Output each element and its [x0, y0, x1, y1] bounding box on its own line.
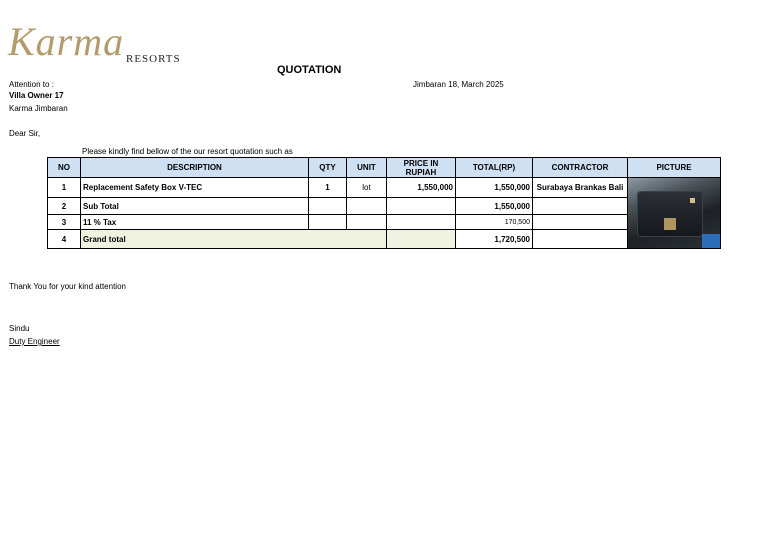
table-header-row	[48, 158, 721, 178]
karma-resorts-logo	[8, 19, 193, 68]
attention-label: Attention to :	[9, 80, 54, 89]
row-price	[387, 198, 456, 215]
signer-name: Sindu	[9, 324, 30, 333]
attention-name: Villa Owner 17	[9, 91, 64, 100]
row-price	[387, 215, 456, 230]
safe-lock-icon	[690, 198, 695, 203]
safe-base	[702, 234, 720, 248]
signer-role: Duty Engineer	[9, 337, 60, 346]
quotation-table	[47, 157, 721, 249]
greeting: Dear Sir,	[9, 129, 41, 138]
row-description: 11 % Tax	[81, 215, 309, 230]
row-no: 2	[48, 198, 81, 215]
row-contractor	[533, 215, 628, 230]
table-row	[48, 215, 721, 230]
row-no: 3	[48, 215, 81, 230]
attention-place: Karma Jimbaran	[9, 104, 68, 113]
safety-box-photo	[628, 178, 720, 248]
row-price	[387, 230, 456, 249]
logo-script: Karma	[8, 19, 125, 64]
row-description: Replacement Safety Box V-TEC	[81, 178, 309, 198]
row-description: Grand total	[81, 230, 387, 249]
table-row	[48, 230, 721, 249]
header-price: PRICE IN RUPIAH	[387, 158, 456, 178]
row-qty	[309, 215, 347, 230]
header-qty: QTY	[309, 158, 347, 178]
table-row	[48, 178, 721, 198]
row-unit: lot	[347, 178, 387, 198]
header-unit: UNIT	[347, 158, 387, 178]
header-no: NO	[48, 158, 81, 178]
row-total: 1,550,000	[456, 178, 533, 198]
row-unit	[347, 198, 387, 215]
row-contractor	[533, 198, 628, 215]
header-picture: PICTURE	[628, 158, 721, 178]
row-no: 1	[48, 178, 81, 198]
row-contractor	[533, 230, 628, 249]
row-total: 1,720,500	[456, 230, 533, 249]
row-price: 1,550,000	[387, 178, 456, 198]
document-title: QUOTATION	[277, 64, 342, 76]
row-contractor: Surabaya Brankas Bali	[533, 178, 628, 198]
header-description: DESCRIPTION	[81, 158, 309, 178]
logo-subtitle: RESORTS	[126, 53, 181, 65]
row-description: Sub Total	[81, 198, 309, 215]
safe-keypad	[664, 218, 676, 230]
row-no: 4	[48, 230, 81, 249]
header-contractor: CONTRACTOR	[533, 158, 628, 178]
intro-text: Please kindly find bellow of the our resort quotation such as	[82, 147, 293, 156]
row-unit	[347, 215, 387, 230]
row-qty: 1	[309, 178, 347, 198]
row-qty	[309, 198, 347, 215]
closing-text: Thank You for your kind attention	[9, 282, 126, 291]
row-total: 1,550,000	[456, 198, 533, 215]
header-total: TOTAL(RP)	[456, 158, 533, 178]
row-total: 170,500	[456, 215, 533, 230]
table-row	[48, 198, 721, 215]
picture-cell	[628, 178, 721, 249]
document-date: Jimbaran 18, March 2025	[413, 80, 504, 89]
